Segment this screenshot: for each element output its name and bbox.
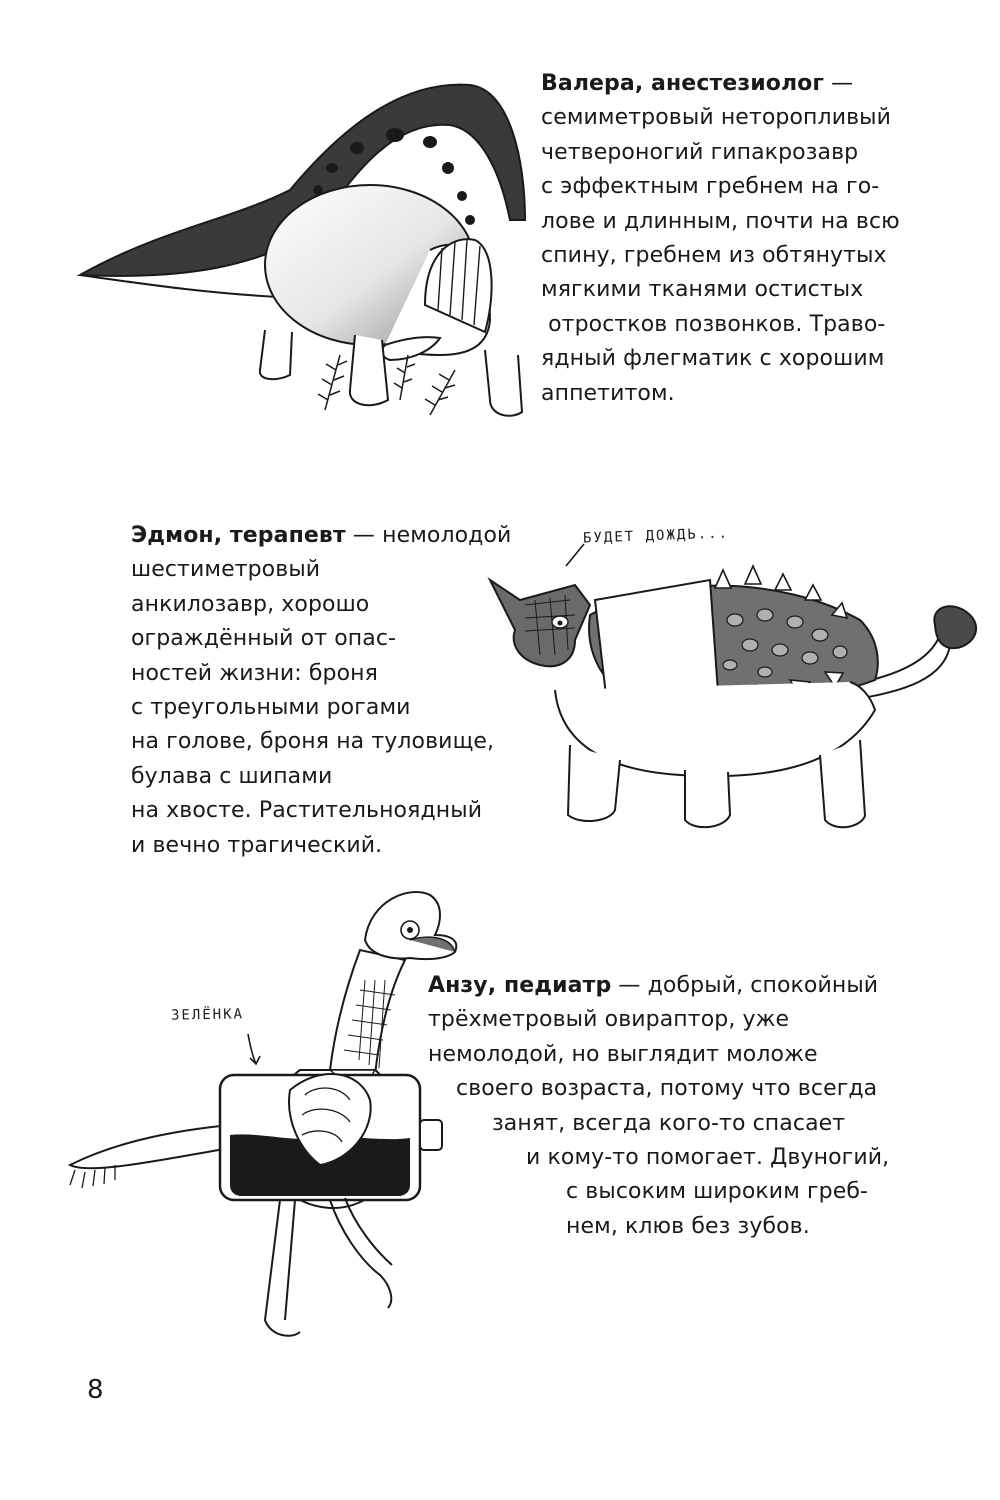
- entry-edmon: [131, 519, 511, 863]
- entry-first-line: [131, 519, 511, 553]
- entry-line: с эффектным гребнем на го-: [541, 174, 880, 200]
- entry-line: анкилозавр, хорошо: [131, 591, 370, 617]
- entry-line: мягкими тканями остистых: [541, 277, 864, 303]
- entry-line: своего возраста, потому что всегда: [456, 1076, 878, 1102]
- entry-line: с треугольными рогами: [131, 695, 411, 721]
- entry-line: на голове, броня на туловище,: [131, 729, 495, 755]
- character-name: Анзу, педиатр: [428, 973, 612, 998]
- entry-first-line-tail: —: [823, 71, 854, 96]
- entry-line: семиметровый неторопливый: [541, 105, 892, 131]
- edmon-ankylosaurus-illustration: [480, 560, 1000, 850]
- entry-line: лове и длинным, почти на всю: [541, 208, 900, 234]
- entry-line: нем, клюв без зубов.: [566, 1213, 810, 1239]
- tail-club-shape: [934, 606, 976, 648]
- entry-line: булава с шипами: [131, 763, 333, 789]
- entry-line: немолодой, но выглядит моложе: [428, 1041, 818, 1067]
- entry-valera: [541, 67, 900, 411]
- zelenka-label: ЗЕЛЁНКА: [170, 1006, 245, 1024]
- entry-line: ностей жизни: броня: [131, 660, 378, 686]
- speech-bubble-text: БУДЕТ ДОЖДЬ...: [582, 525, 730, 547]
- page-number: 8: [87, 1375, 104, 1405]
- entry-line: ограждённый от опас-: [131, 626, 397, 652]
- entry-line: отростков позвонков. Траво-: [541, 311, 886, 337]
- entry-line: и вечно трагический.: [131, 832, 383, 858]
- valera-hypacrosaurus-illustration: [70, 70, 540, 440]
- entry-line: ядный флегматик с хорошим: [541, 346, 885, 372]
- entry-line: шестиметровый: [131, 557, 321, 583]
- anzu-oviraptor-illustration: [30, 880, 470, 1370]
- entry-first-line-tail: — немолодой: [345, 523, 512, 548]
- entry-first-line: [428, 969, 889, 1003]
- entry-first-line-tail: — добрый, спокойный: [611, 973, 879, 998]
- entry-anzu: [428, 969, 889, 1244]
- entry-first-line: [541, 67, 900, 101]
- character-name: Валера, анестезиолог: [541, 71, 824, 96]
- entry-line: на хвосте. Растительноядный: [131, 798, 483, 824]
- character-name: Эдмон, терапевт: [131, 523, 346, 548]
- entry-line: четвероногий гипакрозавр: [541, 139, 859, 165]
- entry-line: аппетитом.: [541, 380, 675, 406]
- entry-line: с высоким широким греб-: [566, 1179, 869, 1205]
- entry-line: спину, гребнем из обтянутых: [541, 243, 887, 269]
- entry-line: занят, всегда кого-то спасает: [492, 1110, 846, 1136]
- entry-line: трёхметровый овираптор, уже: [428, 1007, 790, 1033]
- entry-line: и кому-то помогает. Двуногий,: [526, 1145, 890, 1171]
